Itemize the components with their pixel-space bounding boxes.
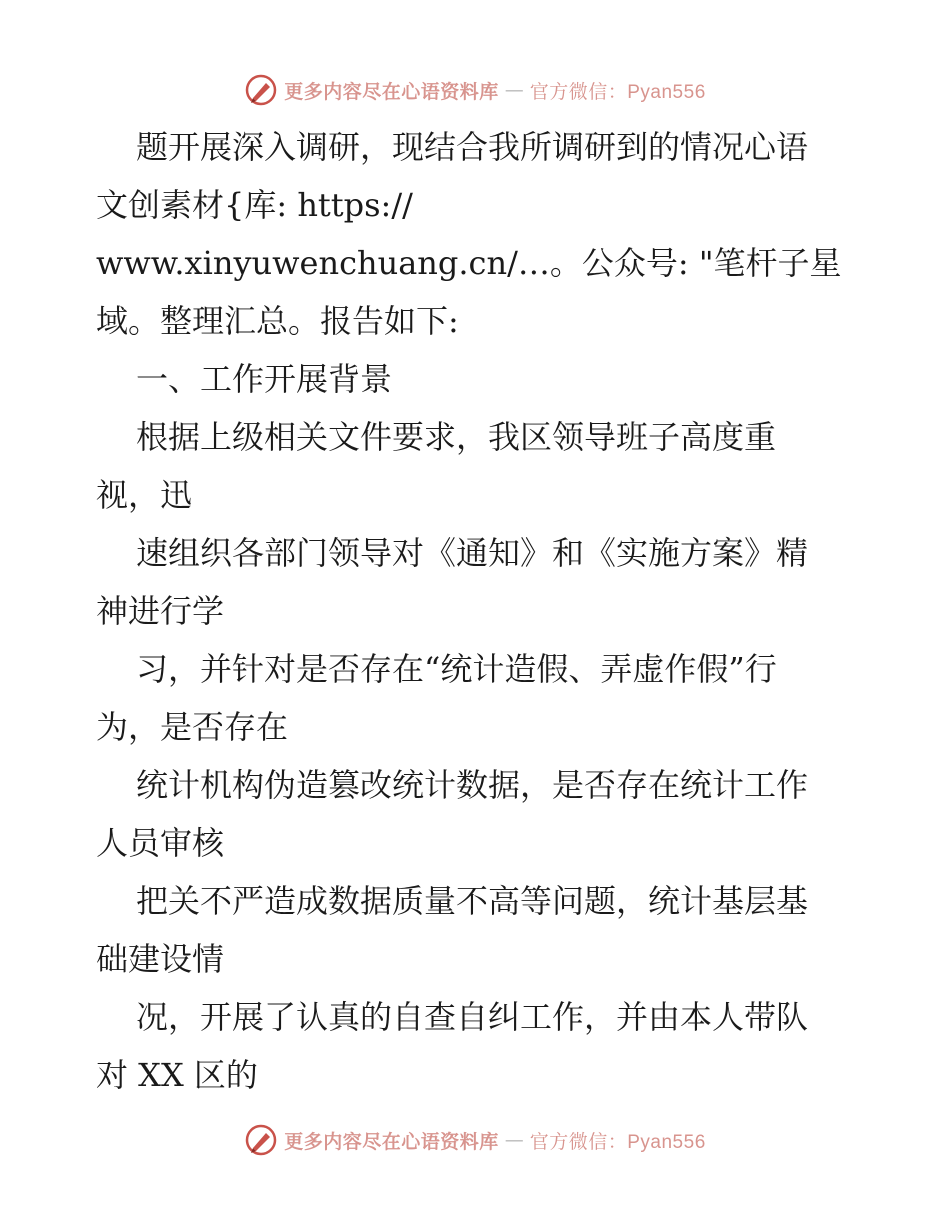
body-line: 统计机构伪造篡改统计数据，是否存在统计工作	[136, 766, 809, 804]
body-line: 对 XX 区的	[96, 1056, 258, 1094]
body-line: 况，开展了认真的自查自纠工作，并由本人带队	[136, 998, 809, 1036]
header-watermark-banner	[0, 70, 950, 110]
body-line: 础建设情	[96, 940, 225, 978]
banner-main-text: 更多内容尽在心语资料库	[284, 80, 499, 103]
banner-separator: —	[504, 1129, 524, 1151]
pen-nib-logo-icon	[244, 1123, 278, 1157]
body-line: 把关不严造成数据质量不高等问题，统计基层基	[136, 882, 809, 920]
banner-contact-text: 官方微信：Pyan556	[529, 81, 706, 103]
body-line: 文创素材{库: https://	[96, 186, 413, 224]
body-line: 神进行学	[96, 592, 225, 630]
footer-watermark-banner	[0, 1120, 950, 1160]
section-heading: 一、工作开展背景	[136, 360, 393, 398]
banner-contact-text: 官方微信：Pyan556	[529, 1131, 706, 1153]
body-line: 速组织各部门领导对《通知》和《实施方案》精	[136, 534, 809, 572]
banner-separator: —	[504, 79, 524, 101]
document-body	[96, 118, 896, 1104]
body-line: 习，并针对是否存在“统计造假、弄虚作假”行	[136, 650, 777, 688]
pen-nib-logo-icon	[244, 73, 278, 107]
body-line: 视，迅	[96, 476, 193, 514]
body-line: 题开展深入调研，现结合我所调研到的情况心语	[136, 128, 809, 166]
body-line: 为，是否存在	[96, 708, 289, 746]
body-line: www.xinyuwenchuang.cn/…。公众号: "笔杆子星	[96, 244, 842, 282]
body-line: 根据上级相关文件要求，我区领导班子高度重	[136, 418, 777, 456]
body-line: 域。整理汇总。报告如下:	[96, 302, 459, 340]
body-line: 人员审核	[96, 824, 225, 862]
banner-main-text: 更多内容尽在心语资料库	[284, 1130, 499, 1153]
